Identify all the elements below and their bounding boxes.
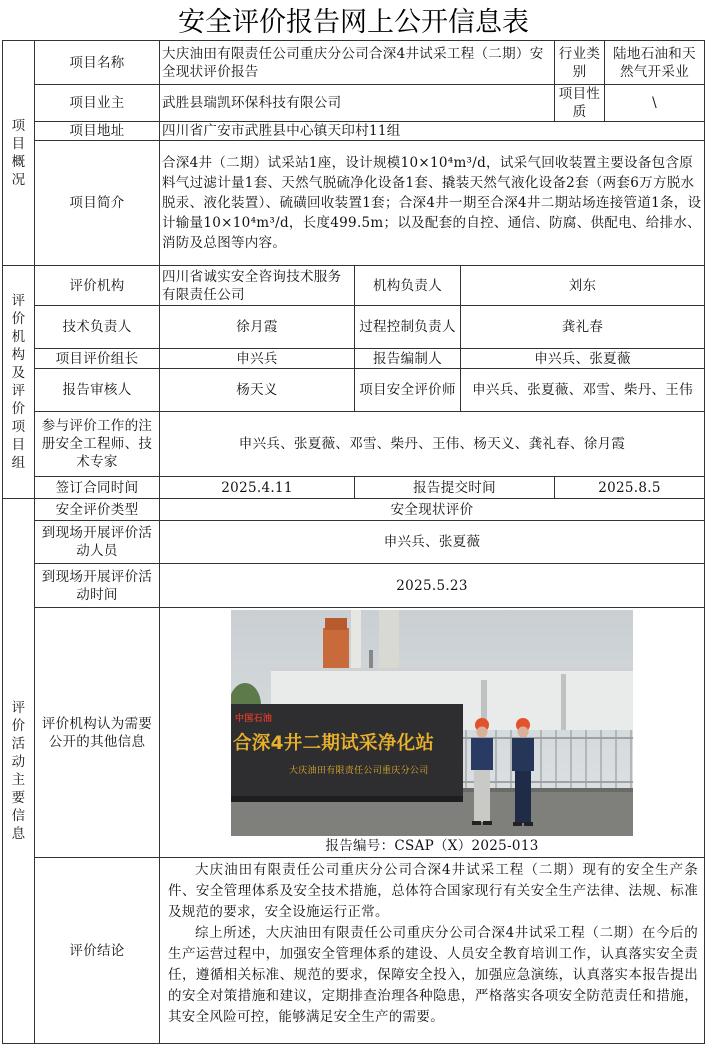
engineers-label: 参与评价工作的注册安全工程师、技术专家	[35, 412, 160, 477]
assessor-value: 申兴兵、张夏薇、邓雪、柴丹、王伟	[461, 369, 705, 412]
sign-sub-text: 大庆油田有限责任公司重庆分公司	[289, 766, 429, 776]
head-label: 机构负责人	[355, 266, 461, 306]
intro-label: 项目简介	[35, 141, 160, 266]
public-info-label: 评价机构认为需要公开的其他信息	[35, 608, 160, 858]
nature-label: 项目性质	[555, 85, 605, 122]
tech-value: 徐月霞	[160, 306, 355, 349]
section-agency-label: 评价机构及评价项目组	[3, 266, 35, 499]
org-label: 评价机构	[35, 266, 160, 306]
reviewer-label: 报告审核人	[35, 369, 160, 412]
owner-value: 武胜县瑞凯环保科技有限公司	[160, 85, 555, 122]
reviewer-value: 杨天义	[160, 369, 355, 412]
writer-label: 报告编制人	[355, 349, 461, 369]
assessor-label: 项目安全评价师	[355, 369, 461, 412]
submit-label: 报告提交时间	[355, 477, 555, 499]
nature-value: \	[605, 85, 705, 122]
time-label: 到现场开展评价活动时间	[35, 564, 160, 608]
site-photo	[231, 610, 633, 836]
head-value: 刘东	[461, 266, 705, 306]
page-title: 安全评价报告网上公开信息表	[178, 7, 529, 38]
section-overview-label: 项目概况	[3, 41, 35, 266]
sign-main-text: 合深4井二期试采净化站	[233, 733, 435, 754]
tech-label: 技术负责人	[35, 306, 160, 349]
sign-logo: 中国石油	[235, 714, 273, 724]
leader-value: 申兴兵	[160, 349, 355, 369]
process-value: 龚礼春	[461, 306, 705, 349]
conclusion-paragraph-2: 综上所述，大庆油田有限责任公司重庆分公司合深4井试采工程（二期）在今后的生产运营过程中，加强安全管理体系的建设、人员安全教育培训工作，认真落实安全责任，遵循相关标准、规范的要求，保障安全投入，加强应急演练，认真落实本报告提出的安全对策措施和建议，定期排查治理各种隐患，严格落实各项安全防范责任和措施，其安全风险可控，能够满足安全生产的需要。	[168, 925, 698, 1025]
industry-label: 行业类别	[555, 41, 605, 85]
staff-value: 申兴兵、张夏薇	[160, 521, 705, 564]
contract-label: 签订合同时间	[35, 477, 160, 499]
leader-label: 项目评价组长	[35, 349, 160, 369]
time-value: 2025.5.23	[160, 564, 705, 608]
owner-label: 项目业主	[35, 85, 160, 122]
submit-date: 2025.8.5	[555, 477, 705, 499]
address-label: 项目地址	[35, 122, 160, 141]
writer-value: 申兴兵、张夏薇	[461, 349, 705, 369]
org-value: 四川省诚实安全咨询技术服务有限责任公司	[160, 266, 355, 306]
report-number: 报告编号：CSAP（X）2025-013	[325, 838, 539, 854]
info-table	[2, 40, 705, 1044]
process-label: 过程控制负责人	[355, 306, 461, 349]
intro-value: 合深4井（二期）试采站1座，设计规模10×10⁴m³/d，试采气回收装置主要设备包含原料气过滤计量1套、天然气脱硫净化设备1套、撬装天然气液化设备2套（两套6万方脱水脱汞、液化装置）、硫磺回收装置1套；合深4井一期至合深4井二期站场连接管道1条，设计输量10×10⁴m³/d，长度499.5m；以及配套的自控、通信、防腐、供配电、给排水、消防及总图等内容。	[160, 141, 705, 266]
industry-value: 陆地石油和天然气开采业	[605, 41, 705, 85]
engineers-value: 申兴兵、张夏薇、邓雪、柴丹、王伟、杨天义、龚礼春、徐月霞	[160, 412, 705, 477]
contract-date: 2025.4.11	[160, 477, 355, 499]
conclusion-label: 评价结论	[35, 858, 160, 1044]
conclusion-cell	[160, 858, 705, 1044]
conclusion-paragraph-1: 大庆油田有限责任公司重庆分公司合深4井试采工程（二期）现有的安全生产条件、安全管理体系及安全技术措施，总体符合国家现行有关安全生产法律、法规、标准及规范的要求，安全设施运行正常。	[168, 862, 698, 920]
address-value: 四川省广安市武胜县中心镇天印村11组	[160, 122, 705, 141]
type-label: 安全评价类型	[35, 499, 160, 521]
section-activity-label: 评价活动主要信息	[3, 499, 35, 1044]
project-name: 大庆油田有限责任公司重庆分公司合深4井试采工程（二期）安全现状评价报告	[160, 41, 555, 85]
site-photo-image	[231, 610, 633, 836]
project-name-label: 项目名称	[35, 41, 160, 85]
type-value: 安全现状评价	[160, 499, 705, 521]
public-info-cell	[160, 608, 705, 858]
staff-label: 到现场开展评价活动人员	[35, 521, 160, 564]
